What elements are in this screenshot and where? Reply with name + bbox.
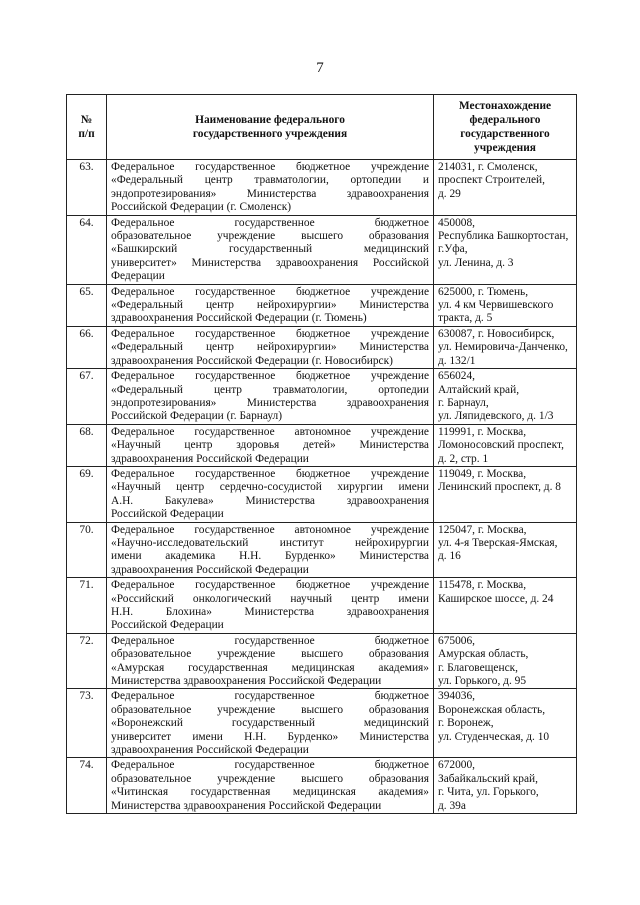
institution-address — [434, 758, 577, 814]
table-row — [67, 160, 577, 216]
address-line: 656024, — [438, 370, 476, 383]
institution-name-line: А.Н. Бакулева» Министерства здравоохранения — [111, 494, 429, 507]
address-line: ул. Ляпидевского, д. 1/3 — [438, 410, 554, 423]
header-text-line: федерального — [469, 114, 541, 126]
institution-address — [434, 522, 577, 578]
institution-name-line: «Федеральный центр нейрохирургии» Министерства — [111, 299, 429, 312]
institution-name-line: имени академика Н.Н. Бурденко» Министерства — [111, 550, 429, 563]
institution-name-line: «Научный центр здоровья детей» Министерства — [111, 439, 429, 452]
institution-name-line: Российской Федерации (г. Смоленск) — [111, 201, 292, 214]
institution-name — [107, 689, 434, 758]
institution-name — [107, 215, 434, 284]
table-row — [67, 369, 577, 425]
institutions-table — [66, 94, 577, 814]
address-line: г. Воронеж, — [438, 717, 494, 730]
table-row — [67, 284, 577, 326]
address-line: 625000, г. Тюмень, — [438, 285, 529, 298]
address-line: Каширское шоссе, д. 24 — [438, 592, 554, 605]
institution-name-line: эндопротезирования» Министерства здравоохранения — [111, 187, 429, 200]
address-line: 450008, — [438, 216, 476, 229]
institution-name-line: здравоохранения Российской Федерации — [111, 563, 309, 576]
table-row — [67, 578, 577, 634]
institution-name — [107, 284, 434, 326]
institution-name-line: образовательное учреждение высшего образования — [111, 772, 429, 785]
institution-name-line: Н.Н. Блохина» Министерства здравоохранения — [111, 606, 429, 618]
header-num — [67, 95, 107, 160]
institution-name-line: «Читинская государственная медицинская академия» — [111, 786, 429, 799]
institution-name — [107, 160, 434, 216]
institution-name-line: Федеральное государственное бюджетное учреждение — [111, 579, 429, 592]
row-number: 64. — [67, 215, 107, 284]
institution-name-line: Министерства здравоохранения Российской Федерации — [111, 675, 382, 688]
address-line: г.Уфа, — [438, 243, 468, 256]
institution-name — [107, 326, 434, 368]
institution-name-line: Российской Федерации — [111, 508, 224, 521]
institution-address — [434, 160, 577, 216]
header-text-line: № — [80, 114, 93, 126]
row-number: 73. — [67, 689, 107, 758]
institution-name-line: «Амурская государственная медицинская академия» — [111, 661, 429, 674]
address-line: д. 16 — [438, 550, 461, 563]
header-text-line: Наименование федерального — [195, 114, 345, 126]
institution-address — [434, 326, 577, 368]
address-line: 672000, — [438, 759, 476, 772]
row-number: 69. — [67, 466, 107, 522]
table-row — [67, 215, 577, 284]
institution-name-line: образовательное учреждение высшего образования — [111, 703, 429, 716]
institution-name-line: Федеральное государственное бюджетное учреждение — [111, 161, 429, 173]
row-number: 66. — [67, 326, 107, 368]
institution-name-line: «Федеральный центр травматологии, ортопедии и — [111, 174, 429, 187]
institution-address — [434, 424, 577, 466]
institution-name-line: «Федеральный центр нейрохирургии» Министерства — [111, 341, 429, 354]
institution-name — [107, 633, 434, 689]
address-line: ул. Горького, д. 95 — [438, 675, 527, 688]
row-number: 70. — [67, 522, 107, 578]
institution-address — [434, 633, 577, 689]
address-line: Амурская область, — [438, 648, 529, 661]
address-line: Воронежская область, — [438, 703, 546, 716]
address-line: Алтайский край, — [438, 383, 520, 396]
institution-address — [434, 578, 577, 634]
institution-name-line: университет имени Н.Н. Бурденко» Министерства — [111, 730, 429, 743]
header-name — [107, 95, 434, 160]
row-number: 72. — [67, 633, 107, 689]
address-line: ул. Немировича-Данченко, — [438, 341, 568, 354]
table-body — [67, 160, 577, 814]
address-line: Забайкальский край, — [438, 772, 538, 785]
address-line: д. 2, стр. 1 — [438, 452, 489, 465]
institution-name-line: образовательное учреждение высшего образования — [111, 648, 429, 661]
table-row — [67, 689, 577, 758]
address-line: д. 132/1 — [438, 354, 476, 367]
address-line: ул. Ленина, д. 3 — [438, 256, 514, 269]
header-text-line: Местонахождение — [458, 100, 552, 112]
institution-name-line: «Российский онкологический научный центр имени — [111, 592, 429, 605]
institution-name — [107, 758, 434, 814]
row-number: 71. — [67, 578, 107, 634]
institution-name-line: Федеральное государственное автономное учреждение — [111, 425, 429, 438]
address-line: г. Барнаул, — [438, 396, 489, 409]
institution-name-line: «Воронежский государственный медицинский — [111, 717, 429, 730]
institution-name — [107, 424, 434, 466]
header-text-line: государственного — [460, 128, 550, 140]
table-row — [67, 424, 577, 466]
institution-name-line: Федеральное государственное бюджетное учреждение — [111, 327, 429, 340]
address-line: г. Чита, ул. Горького, — [438, 786, 539, 799]
address-line: 115478, г. Москва, — [438, 579, 527, 592]
institution-name-line: «Башкирский государственный медицинский — [111, 243, 429, 256]
address-line: г. Благовещенск, — [438, 661, 519, 674]
institution-name — [107, 369, 434, 425]
institution-address — [434, 369, 577, 425]
institution-name-line: университет» Министерства здравоохранения Российской — [111, 256, 429, 269]
address-line: д. 29 — [438, 187, 461, 200]
institution-name-line: Федеральное государственное бюджетное учреждение — [111, 370, 429, 383]
table-row — [67, 758, 577, 814]
institution-name-line: Российской Федерации (г. Барнаул) — [111, 410, 283, 423]
institution-name-line: «Научно-исследовательский институт нейрохирургии — [111, 536, 429, 549]
address-line: 675006, — [438, 634, 476, 647]
header-text-line: государственного учреждения — [192, 128, 348, 140]
institution-name-line: здравоохранения Российской Федерации (г. Новосибирск) — [111, 354, 393, 367]
institution-name — [107, 466, 434, 522]
institution-name-line: Российской Федерации — [111, 619, 224, 632]
address-line: Ломоносовский проспект, — [438, 439, 564, 452]
institution-name-line: Федеральное государственное бюджетное учреждение — [111, 467, 429, 480]
row-number: 65. — [67, 284, 107, 326]
institution-name-line: «Федеральный центр травматологии, ортопедии — [111, 383, 429, 396]
table-row — [67, 466, 577, 522]
table-row — [67, 326, 577, 368]
row-number: 67. — [67, 369, 107, 425]
address-line: 119049, г. Москва, — [438, 467, 527, 480]
address-line: д. 39а — [438, 799, 466, 812]
address-line: проспект Строителей, — [438, 174, 545, 187]
row-number: 63. — [67, 160, 107, 216]
institution-name-line: Федеральное государственное бюджетное — [111, 759, 429, 772]
institution-name-line: Федеральное государственное бюджетное — [111, 690, 429, 703]
institution-name-line: Федеральное государственное автономное учреждение — [111, 523, 429, 536]
institution-address — [434, 284, 577, 326]
address-line: 394036, — [438, 690, 476, 703]
header-location — [434, 95, 577, 160]
table-header-row — [67, 95, 577, 160]
address-line: 119991, г. Москва, — [438, 425, 527, 438]
address-line: Ленинский проспект, д. 8 — [438, 481, 561, 494]
institution-name-line: «Научный центр сердечно-сосудистой хирургии имени — [111, 481, 429, 494]
institution-name-line: Федеральное государственное бюджетное учреждение — [111, 285, 429, 298]
institution-name — [107, 522, 434, 578]
address-line: ул. 4-я Тверская-Ямская, — [438, 536, 558, 549]
address-line: 214031, г. Смоленск, — [438, 161, 538, 173]
institution-address — [434, 689, 577, 758]
institution-name-line: эндопротезирования» Министерства здравоохранения — [111, 396, 429, 409]
address-line: Республика Башкортостан, — [438, 230, 569, 243]
address-line: 630087, г. Новосибирск, — [438, 327, 555, 340]
address-line: 125047, г. Москва, — [438, 523, 527, 536]
header-text-line: п/п — [78, 128, 95, 140]
table-row — [67, 522, 577, 578]
row-number: 74. — [67, 758, 107, 814]
institution-address — [434, 215, 577, 284]
institution-name-line: здравоохранения Российской Федерации — [111, 452, 309, 465]
institution-name-line: Федеральное государственное бюджетное — [111, 634, 429, 647]
address-line: тракта, д. 5 — [438, 312, 493, 325]
institution-name-line: образовательное учреждение высшего образования — [111, 230, 429, 243]
page-number: 7 — [316, 60, 324, 76]
row-number: 68. — [67, 424, 107, 466]
address-line: ул. 4 км Червишевского — [438, 299, 554, 312]
institution-name-line: здравоохранения Российской Федерации (г. Тюмень) — [111, 312, 367, 325]
institution-address — [434, 466, 577, 522]
institution-name-line: Федеральное государственное бюджетное — [111, 216, 429, 229]
institution-name-line: Министерства здравоохранения Российской Федерации — [111, 799, 382, 812]
table-row — [67, 633, 577, 689]
header-text-line: учреждения — [474, 142, 536, 154]
institution-name-line: здравоохранения Российской Федерации — [111, 744, 309, 757]
institution-name-line: Федерации — [111, 270, 165, 283]
institution-name — [107, 578, 434, 634]
address-line: ул. Студенческая, д. 10 — [438, 730, 550, 743]
